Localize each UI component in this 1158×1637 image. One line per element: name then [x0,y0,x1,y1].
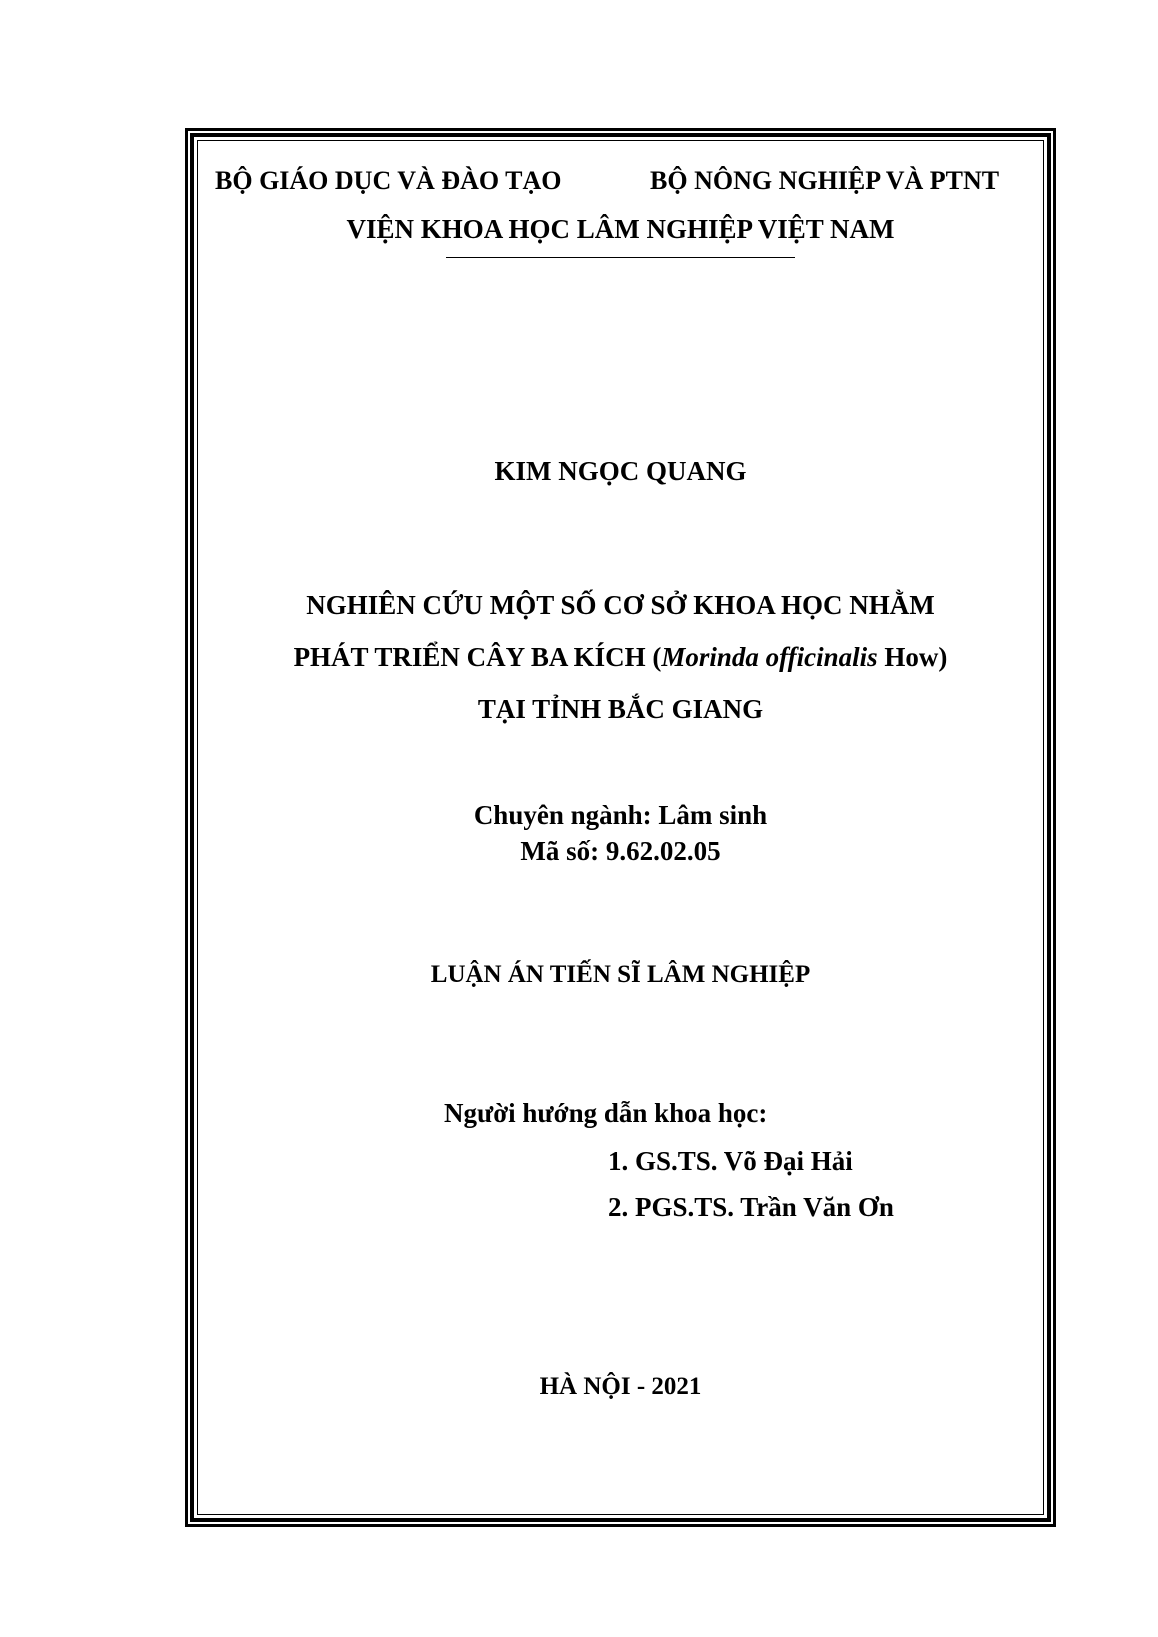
title-line-2: PHÁT TRIỂN CÂY BA KÍCH (Morinda officinalis How) [293,642,948,672]
author-name: KIM NGỌC QUANG [494,456,747,486]
place-year: HÀ NỘI - 2021 [539,1373,702,1400]
institute-underline [446,257,795,258]
specialization-major: Chuyên ngành: Lâm sinh [473,800,768,830]
ministry-agriculture: BỘ NÔNG NGHIỆP VÀ PTNT [650,166,1000,195]
species-name: Morinda officinalis [661,642,878,672]
title-line-3: TẠI TỈNH BẮC GIANG [477,694,764,724]
specialization-code: Mã số: 9.62.02.05 [520,836,721,866]
ministry-education: BỘ GIÁO DỤC VÀ ĐÀO TẠO [215,166,562,195]
supervisor-2: 2. PGS.TS. Trần Văn Ơn [608,1192,894,1222]
institute-name: VIỆN KHOA HỌC LÂM NGHIỆP VIỆT NAM [346,214,895,244]
supervisor-1: 1. GS.TS. Võ Đại Hải [608,1146,853,1176]
degree-type: LUẬN ÁN TIẾN SĨ LÂM NGHIỆP [430,961,811,988]
supervisors-label: Người hướng dẫn khoa học: [444,1098,768,1128]
title-line-1: NGHIÊN CỨU MỘT SỐ CƠ SỞ KHOA HỌC NHẰM [306,590,935,620]
